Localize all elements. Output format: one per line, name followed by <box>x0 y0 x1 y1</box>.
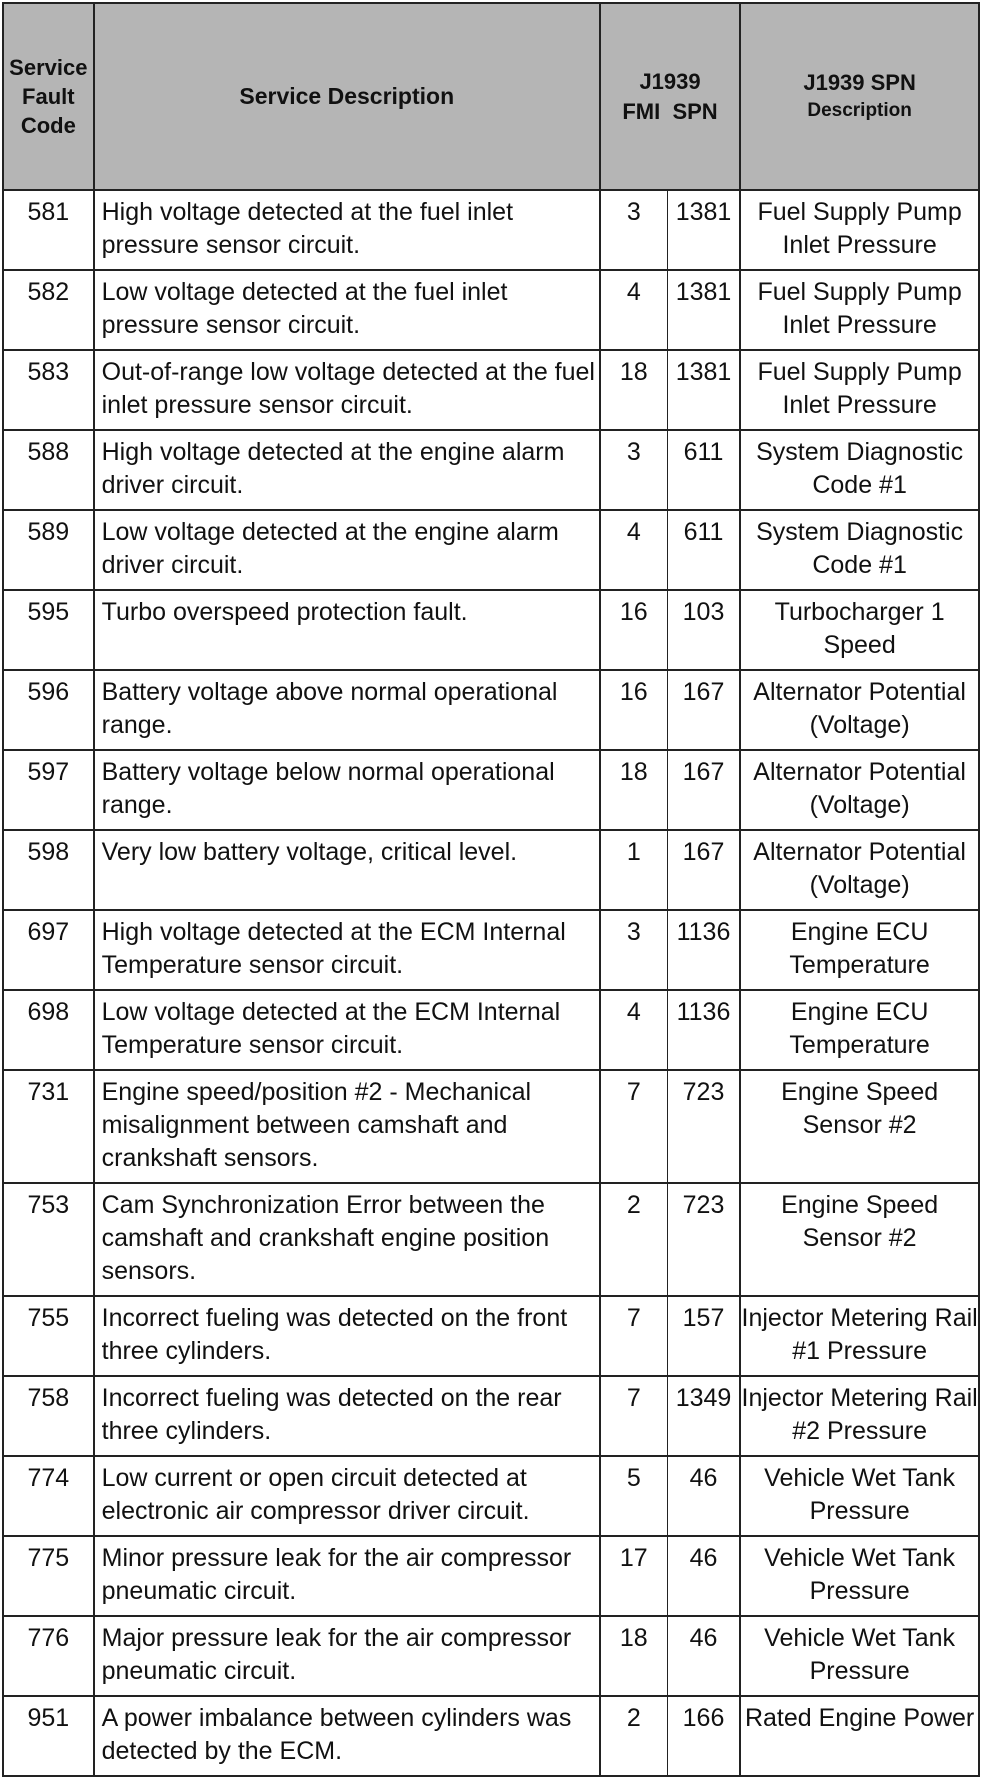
fmi-cell: 18 <box>600 1616 667 1696</box>
spn-cell: 46 <box>667 1536 740 1616</box>
fault-code-cell: 755 <box>3 1296 94 1376</box>
spn-cell: 1381 <box>667 350 740 430</box>
header-fmi-spn-label: FMI SPN <box>622 98 718 124</box>
spn-description-cell: Vehicle Wet Tank Pressure <box>740 1616 979 1696</box>
spn-description-cell: Vehicle Wet Tank Pressure <box>740 1456 979 1536</box>
service-description-cell: Major pressure leak for the air compressor pneumatic circuit. <box>94 1616 600 1696</box>
service-description-cell: High voltage detected at the engine alarm driver circuit. <box>94 430 600 510</box>
spn-description-cell: Injector Metering Rail #1 Pressure <box>740 1296 979 1376</box>
table-row <box>3 1376 979 1456</box>
fault-code-cell: 758 <box>3 1376 94 1456</box>
table-row <box>3 1296 979 1376</box>
spn-description-cell: System Diagnostic Code #1 <box>740 430 979 510</box>
table-row <box>3 1536 979 1616</box>
service-description-cell: Out-of-range low voltage detected at the fuel inlet pressure sensor circuit. <box>94 350 600 430</box>
fault-code-cell: 951 <box>3 1696 94 1776</box>
fmi-cell: 3 <box>600 430 667 510</box>
table-row <box>3 830 979 910</box>
table-row <box>3 910 979 990</box>
fmi-cell: 4 <box>600 510 667 590</box>
fmi-cell: 7 <box>600 1296 667 1376</box>
table-row <box>3 1070 979 1183</box>
table-row <box>3 1456 979 1536</box>
table-row <box>3 430 979 510</box>
spn-description-cell: Injector Metering Rail #2 Pressure <box>740 1376 979 1456</box>
service-description-cell: Battery voltage above normal operational range. <box>94 670 600 750</box>
spn-cell: 611 <box>667 510 740 590</box>
service-description-cell: Minor pressure leak for the air compressor pneumatic circuit. <box>94 1536 600 1616</box>
spn-description-cell: Alternator Potential (Voltage) <box>740 670 979 750</box>
service-description-cell: Low voltage detected at the ECM Internal Temperature sensor circuit. <box>94 990 600 1070</box>
fmi-cell: 2 <box>600 1183 667 1296</box>
spn-cell: 723 <box>667 1070 740 1183</box>
fault-code-cell: 589 <box>3 510 94 590</box>
spn-cell: 46 <box>667 1456 740 1536</box>
header-j1939-fmi-spn <box>600 3 740 190</box>
table-row <box>3 1696 979 1776</box>
spn-description-cell: Vehicle Wet Tank Pressure <box>740 1536 979 1616</box>
service-description-cell: Cam Synchronization Error between the camshaft and crankshaft engine position sensors. <box>94 1183 600 1296</box>
spn-cell: 1381 <box>667 270 740 350</box>
fmi-cell: 18 <box>600 350 667 430</box>
header-service-fault-code: Service Fault Code <box>3 3 94 190</box>
fmi-cell: 3 <box>600 190 667 270</box>
fault-code-cell: 774 <box>3 1456 94 1536</box>
service-description-cell: High voltage detected at the ECM Internal Temperature sensor circuit. <box>94 910 600 990</box>
fmi-cell: 17 <box>600 1536 667 1616</box>
spn-description-cell: Engine ECU Temperature <box>740 990 979 1070</box>
table-row <box>3 1183 979 1296</box>
header-row <box>3 3 979 190</box>
service-description-cell: Turbo overspeed protection fault. <box>94 590 600 670</box>
table-row <box>3 190 979 270</box>
spn-description-cell: System Diagnostic Code #1 <box>740 510 979 590</box>
header-service-description: Service Description <box>94 3 600 190</box>
spn-cell: 166 <box>667 1696 740 1776</box>
spn-description-cell: Alternator Potential (Voltage) <box>740 830 979 910</box>
fault-code-cell: 582 <box>3 270 94 350</box>
fault-code-cell: 753 <box>3 1183 94 1296</box>
spn-description-cell: Engine Speed Sensor #2 <box>740 1070 979 1183</box>
spn-cell: 611 <box>667 430 740 510</box>
fault-code-cell: 697 <box>3 910 94 990</box>
fault-code-cell: 698 <box>3 990 94 1070</box>
spn-description-cell: Engine ECU Temperature <box>740 910 979 990</box>
spn-cell: 167 <box>667 670 740 750</box>
table-row <box>3 270 979 350</box>
spn-cell: 46 <box>667 1616 740 1696</box>
service-description-cell: Battery voltage below normal operational range. <box>94 750 600 830</box>
spn-description-cell: Turbocharger 1 Speed <box>740 590 979 670</box>
fault-code-cell: 595 <box>3 590 94 670</box>
fmi-cell: 3 <box>600 910 667 990</box>
spn-cell: 1136 <box>667 910 740 990</box>
service-description-cell: Low voltage detected at the fuel inlet pressure sensor circuit. <box>94 270 600 350</box>
fault-code-cell: 596 <box>3 670 94 750</box>
service-description-cell: Low voltage detected at the engine alarm driver circuit. <box>94 510 600 590</box>
fault-code-cell: 588 <box>3 430 94 510</box>
table-row <box>3 510 979 590</box>
spn-description-cell: Fuel Supply Pump Inlet Pressure <box>740 190 979 270</box>
header-description-label: Description <box>807 100 912 121</box>
service-description-cell: Incorrect fueling was detected on the front three cylinders. <box>94 1296 600 1376</box>
service-description-cell: Engine speed/position #2 - Mechanical misalignment between camshaft and crankshaft sensors. <box>94 1070 600 1183</box>
header-j1939-spn-label: J1939 SPN <box>803 70 916 95</box>
fmi-cell: 5 <box>600 1456 667 1536</box>
header-j1939-spn-description <box>740 3 979 190</box>
fmi-cell: 16 <box>600 590 667 670</box>
table-row <box>3 1616 979 1696</box>
spn-description-cell: Engine Speed Sensor #2 <box>740 1183 979 1296</box>
spn-cell: 1349 <box>667 1376 740 1456</box>
fault-code-cell: 598 <box>3 830 94 910</box>
table-row <box>3 990 979 1070</box>
fmi-cell: 18 <box>600 750 667 830</box>
fault-code-cell: 775 <box>3 1536 94 1616</box>
fault-code-table <box>2 2 980 1777</box>
spn-cell: 1381 <box>667 190 740 270</box>
spn-description-cell: Fuel Supply Pump Inlet Pressure <box>740 350 979 430</box>
spn-cell: 157 <box>667 1296 740 1376</box>
spn-description-cell: Rated Engine Power <box>740 1696 979 1776</box>
fmi-cell: 2 <box>600 1696 667 1776</box>
fault-code-cell: 776 <box>3 1616 94 1696</box>
spn-cell: 723 <box>667 1183 740 1296</box>
fault-code-cell: 731 <box>3 1070 94 1183</box>
service-description-cell: Very low battery voltage, critical level. <box>94 830 600 910</box>
spn-description-cell: Alternator Potential (Voltage) <box>740 750 979 830</box>
fmi-cell: 1 <box>600 830 667 910</box>
table-body <box>3 190 979 1776</box>
table-row <box>3 750 979 830</box>
fmi-cell: 7 <box>600 1376 667 1456</box>
fmi-cell: 16 <box>600 670 667 750</box>
spn-cell: 167 <box>667 750 740 830</box>
fault-code-cell: 597 <box>3 750 94 830</box>
table-row <box>3 590 979 670</box>
table-row <box>3 350 979 430</box>
spn-cell: 103 <box>667 590 740 670</box>
fault-code-cell: 583 <box>3 350 94 430</box>
service-description-cell: Incorrect fueling was detected on the rear three cylinders. <box>94 1376 600 1456</box>
fault-code-cell: 581 <box>3 190 94 270</box>
spn-cell: 167 <box>667 830 740 910</box>
fmi-cell: 4 <box>600 990 667 1070</box>
spn-cell: 1136 <box>667 990 740 1070</box>
spn-description-cell: Fuel Supply Pump Inlet Pressure <box>740 270 979 350</box>
service-description-cell: Low current or open circuit detected at electronic air compressor driver circuit. <box>94 1456 600 1536</box>
header-j1939-label: J1939 <box>639 68 701 94</box>
fmi-cell: 7 <box>600 1070 667 1183</box>
service-description-cell: A power imbalance between cylinders was detected by the ECM. <box>94 1696 600 1776</box>
table-row <box>3 670 979 750</box>
fmi-cell: 4 <box>600 270 667 350</box>
service-description-cell: High voltage detected at the fuel inlet pressure sensor circuit. <box>94 190 600 270</box>
